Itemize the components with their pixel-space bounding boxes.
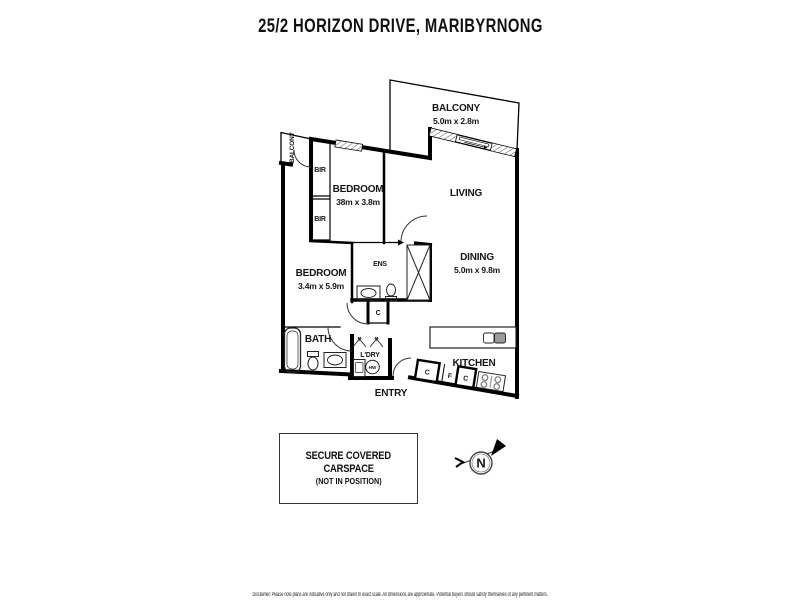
bedroom1-dims: 38m x 3.8m <box>336 197 380 207</box>
ensuite-label: ENS <box>373 261 387 268</box>
dining-dims: 5.0m x 9.8m <box>454 265 500 275</box>
fridge-label: F <box>447 372 453 381</box>
north-compass <box>455 439 506 474</box>
ensuite-basin-icon <box>357 286 380 300</box>
windows <box>335 128 517 157</box>
walls <box>281 80 519 397</box>
balcony-main-dims: 5.0m x 2.8m <box>433 116 479 126</box>
disclaimer <box>0 583 800 600</box>
bedroom1-door-arc <box>401 216 427 242</box>
laundry-label: L'DRY <box>360 352 380 359</box>
disclaimer-text: Disclaimer: Please note plans are indicative only and not drawn to exact scale. All dimensions are approximate. Potential buyers should satisfy themselves of any pertinent matters. <box>252 592 548 598</box>
bath-label: BATH <box>304 334 332 345</box>
bedroom1-label: BEDROOM <box>332 184 384 195</box>
bedroom-window <box>335 140 363 151</box>
balcony-small-label: BALCONY <box>289 132 296 163</box>
living-label: LIVING <box>449 188 483 199</box>
address-title: 25/2 HORIZON DRIVE, MARIBYRNONG <box>257 16 543 37</box>
carspace-line1: SECURE COVERED <box>305 450 392 462</box>
balcony-main-label: BALCONY <box>431 103 481 114</box>
kitchen-cupboard2-label: C <box>462 375 469 383</box>
compass-tail-icon <box>455 458 463 467</box>
living-balcony-window <box>429 128 516 157</box>
compass-north-label: N <box>476 455 486 471</box>
entry-door-arc <box>393 358 411 376</box>
bir-bottom-label: BIR <box>314 216 326 223</box>
dining-label: DINING <box>460 252 494 263</box>
balcony-door-arc <box>294 150 311 167</box>
hall-cupboard-label: C <box>375 310 381 317</box>
bedroom2-dims: 3.4m x 5.9m <box>298 281 344 291</box>
compass-arrowhead-icon <box>491 439 506 456</box>
room-labels <box>289 103 501 399</box>
bath-door-arc <box>328 327 352 351</box>
bedroom2-label: BEDROOM <box>295 268 347 279</box>
basin-icon <box>324 353 346 368</box>
toilet-icon <box>308 352 319 371</box>
cupboard-door-arc <box>347 303 368 324</box>
robe-x-box <box>407 245 430 300</box>
bir-top-label: BIR <box>314 167 326 174</box>
sliding-door-icon <box>455 135 492 150</box>
carspace-line2: CARSPACE <box>323 463 374 475</box>
hot-water-label: HW <box>368 364 377 370</box>
entry-label: ENTRY <box>374 388 408 399</box>
sink-icon <box>484 333 506 343</box>
kitchen-cupboard1-label: C <box>424 369 430 377</box>
carspace-line3: (NOT IN POSITION) <box>315 476 382 486</box>
kitchen-label: KITCHEN <box>452 358 496 369</box>
laundry-trough-icon <box>354 360 366 377</box>
carspace-box <box>279 433 418 504</box>
laundry-bifold-icons <box>353 337 383 347</box>
